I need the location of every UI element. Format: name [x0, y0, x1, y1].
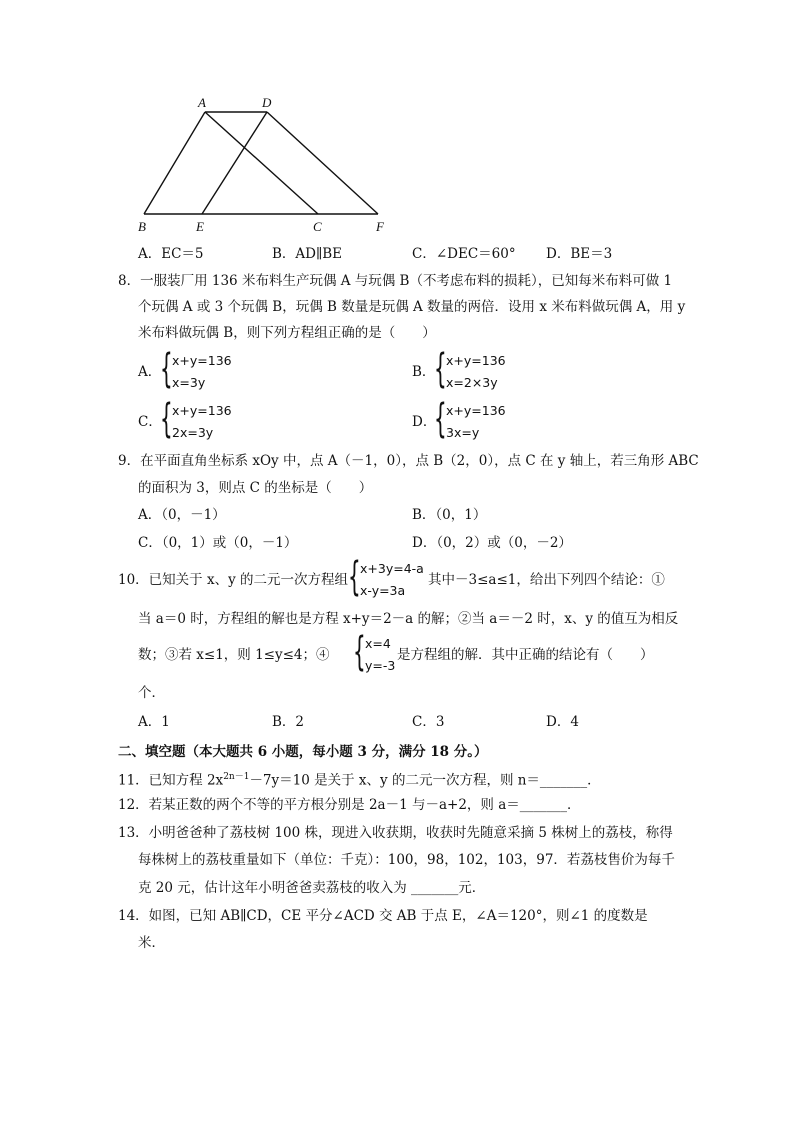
q11-pre: 11．已知方程 2x: [118, 772, 224, 789]
brace-icon: {: [434, 346, 447, 392]
segment-ab: [144, 112, 205, 214]
q8-line-1: 8．一服装厂用 136 米布料生产玩偶 A 与玩偶 B（不考虑布料的损耗），已知每米布料可做 1: [118, 273, 673, 289]
segment-de: [202, 112, 267, 214]
q11: [118, 768, 601, 790]
q10-solution-eq-2: y=-3: [365, 658, 396, 673]
q10-system-eq-2: x-y=3a: [360, 583, 406, 598]
q7-option-d: D．BE＝3: [546, 246, 613, 262]
q13-line-2: 每株树上的荔枝重量如下（单位：千克）：100，98，102，103，97．若荔枝售价为每千: [138, 852, 675, 868]
option-label: D．: [412, 414, 437, 430]
brace-icon: {: [353, 629, 366, 675]
q10-line-4: 个．: [138, 685, 165, 701]
label-b: B: [138, 219, 146, 234]
q8-line-2: 个玩偶 A 或 3 个玩偶 B，玩偶 B 数量是玩偶 A 数量的两倍．设用 x 米布料做玩偶 A，用 y: [138, 299, 686, 315]
brace-icon: {: [434, 396, 447, 442]
equation-1: x+y=136: [446, 353, 506, 368]
q10-option-a: A．1: [138, 714, 170, 730]
brace-icon: {: [348, 554, 361, 600]
q11-post: －7y＝10 是关于 x、y 的二元一次方程，则 n＝_______．: [249, 772, 601, 789]
q10-system-eq-1: x+3y=4-a: [360, 561, 424, 576]
q11-exponent: 2n－1: [223, 772, 250, 782]
label-f: F: [376, 219, 384, 234]
label-d: D: [262, 95, 272, 110]
q14-line-1: 14．如图，已知 AB∥CD，CE 平分∠ACD 交 AB 于点 E，∠A＝120°，则∠1 的度数是: [118, 908, 648, 924]
equation-2: 2x=3y: [172, 425, 214, 440]
segment-df: [267, 112, 378, 214]
q9-line-1: 9．在平面直角坐标系 xOy 中，点 A（－1，0），点 B（2，0），点 C 在 y 轴上，若三角形 ABC: [118, 453, 699, 469]
option-label: A．: [138, 364, 162, 380]
q12: 12．若某正数的两个不等的平方根分别是 2a－1 与－a+2，则 a＝_______．: [118, 797, 581, 813]
q10-option-d: D．4: [546, 714, 579, 730]
q10-solution-eq-1: x=4: [365, 636, 391, 651]
q7-option-b: B．AD∥BE: [272, 246, 343, 262]
equation-2: x=3y: [172, 375, 206, 390]
q10-line-3-prefix: 数；③若 x≤1，则 1≤y≤4；④: [138, 647, 330, 663]
segment-ac: [205, 112, 318, 214]
q9-option-d: D．（0，2）或（0，－2）: [412, 535, 572, 551]
q9-option-c: C．（0，1）或（0，－1）: [138, 535, 298, 551]
q13-line-3: 克 20 元，估计这年小明爸爸卖荔枝的收入为 _______元．: [138, 880, 486, 896]
brace-icon: {: [160, 346, 173, 392]
equation-2: 3x=y: [446, 425, 480, 440]
q10-prefix: 10．已知关于 x、y 的二元一次方程组: [118, 572, 349, 588]
q9-option-a: A．（0，－1）: [138, 507, 226, 523]
equation-1: x+y=136: [172, 403, 232, 418]
q10-line-3-suffix: 是方程组的解．其中正确的结论有（ ）: [397, 647, 654, 663]
label-e: E: [196, 219, 204, 234]
equation-1: x+y=136: [446, 403, 506, 418]
q14-line-2: 米．: [138, 935, 165, 951]
q10-option-b: B．2: [272, 714, 305, 730]
equation-2: x=2×3y: [446, 375, 498, 390]
equation-1: x+y=136: [172, 353, 232, 368]
q10-line-2: 当 a＝0 时，方程组的解也是方程 x+y＝2－a 的解；②当 a＝－2 时，x、y 的值互为相反: [138, 611, 679, 627]
q10-option-c: C．3: [412, 714, 445, 730]
label-c: C: [313, 219, 322, 234]
option-label: B．: [412, 364, 436, 380]
q9-option-b: B．（0，1）: [412, 507, 487, 523]
label-a: A: [198, 95, 206, 110]
q8-line-3: 米布料做玩偶 B，则下列方程组正确的是（ ）: [138, 325, 436, 341]
option-label: C．: [138, 414, 162, 430]
section-heading: 二、填空题（本大题共 6 小题，每小题 3 分，满分 18 分。）: [118, 744, 488, 760]
q7-option-a: A．EC＝5: [138, 246, 204, 262]
brace-icon: {: [160, 396, 173, 442]
geometry-figure: [130, 92, 400, 237]
q9-line-2: 的面积为 3，则点 C 的坐标是（ ）: [138, 480, 373, 496]
q10-suffix: 其中－3≤a≤1，给出下列四个结论：①: [428, 572, 665, 588]
q13-line-1: 13．小明爸爸种了荔枝树 100 株，现进入收获期，收获时先随意采摘 5 株树上的荔枝，称得: [118, 825, 673, 841]
q7-option-c: C．∠DEC＝60°: [412, 246, 516, 262]
